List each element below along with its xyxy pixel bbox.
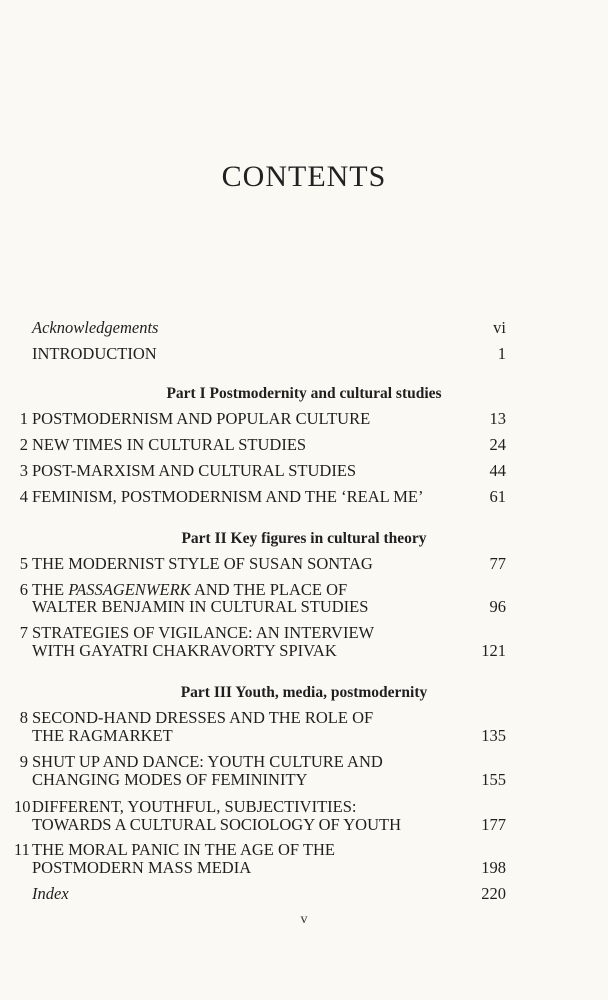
page-title: CONTENTS <box>221 160 387 193</box>
entry-page: 121 <box>481 641 506 660</box>
entry-title-line-2: THE RAGMARKET <box>32 726 173 745</box>
entry-page: 177 <box>481 815 506 834</box>
entry-page: 96 <box>489 597 506 616</box>
page-number: v <box>300 912 308 927</box>
chapter-number: 6 <box>19 580 28 599</box>
entry-title: FEMINISM, POSTMODERNISM AND THE ‘REAL ME’ <box>32 487 424 506</box>
entry-page: 135 <box>481 726 506 745</box>
chapter-number: 4 <box>19 487 28 506</box>
entry-title-line-1: THE MORAL PANIC IN THE AGE OF THE <box>32 840 335 859</box>
entry-title-line-2: WALTER BENJAMIN IN CULTURAL STUDIES <box>32 597 369 616</box>
part-heading-2: Part II Key figures in cultural theory <box>181 530 427 547</box>
entry-page: vi <box>493 318 506 337</box>
chapter-number: 1 <box>19 409 28 428</box>
title-italic-word: PASSAGENWERK <box>68 580 191 599</box>
title-suffix: AND THE PLACE OF <box>190 580 348 599</box>
entry-title-line-1: STRATEGIES OF VIGILANCE: AN INTERVIEW <box>32 623 375 642</box>
chapter-number: 5 <box>19 554 28 573</box>
entry-page: 61 <box>489 487 506 506</box>
chapter-number: 10 <box>14 797 31 816</box>
entry-page: 24 <box>489 435 506 454</box>
chapter-number: 11 <box>14 840 30 859</box>
title-prefix: THE <box>32 580 69 599</box>
entry-title-line-1: SECOND-HAND DRESSES AND THE ROLE OF <box>32 708 374 727</box>
entry-title-line-2: CHANGING MODES OF FEMININITY <box>32 770 308 789</box>
entry-page: 77 <box>489 554 506 573</box>
entry-title-line-2: WITH GAYATRI CHAKRAVORTY SPIVAK <box>32 641 337 660</box>
chapter-number: 9 <box>19 752 28 771</box>
entry-page: 1 <box>497 344 506 363</box>
entry-page: 155 <box>481 770 506 789</box>
entry-title-line-1: DIFFERENT, YOUTHFUL, SUBJECTIVITIES: <box>32 797 357 816</box>
entry-title: POSTMODERNISM AND POPULAR CULTURE <box>32 409 371 428</box>
chapter-number: 8 <box>19 708 28 727</box>
entry-title: INTRODUCTION <box>32 344 157 363</box>
entry-page: 13 <box>489 409 506 428</box>
entry-page: 220 <box>481 884 506 903</box>
entry-title: Index <box>32 884 69 903</box>
entry-title-line-2: POSTMODERN MASS MEDIA <box>32 858 252 877</box>
entry-title: POST-MARXISM AND CULTURAL STUDIES <box>32 461 357 480</box>
chapter-number: 2 <box>19 435 28 454</box>
entry-title-line-1: SHUT UP AND DANCE: YOUTH CULTURE AND <box>32 752 383 771</box>
entry-title: THE MODERNIST STYLE OF SUSAN SONTAG <box>32 554 373 573</box>
entry-title: NEW TIMES IN CULTURAL STUDIES <box>32 435 307 454</box>
entry-title-line-2: TOWARDS A CULTURAL SOCIOLOGY OF YOUTH <box>32 815 401 834</box>
chapter-number: 7 <box>19 623 28 642</box>
chapter-number: 3 <box>19 461 28 480</box>
entry-page: 44 <box>489 461 506 480</box>
entry-page: 198 <box>481 858 506 877</box>
part-heading-1: Part I Postmodernity and cultural studies <box>166 385 442 402</box>
entry-title: Acknowledgements <box>32 318 159 337</box>
part-heading-3: Part III Youth, media, postmodernity <box>180 684 428 701</box>
